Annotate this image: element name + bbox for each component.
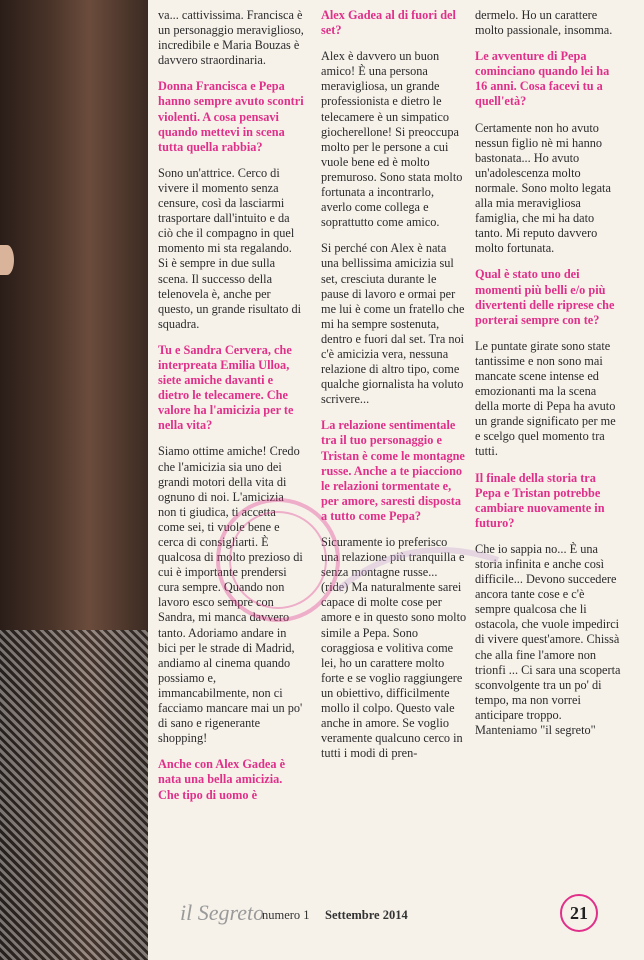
paragraph: va... cattivissima. Francisca è un personaggio meraviglioso, incredibile e Maria Bouzas è davvero straordinaria. (158, 8, 304, 68)
watermark-stamp (208, 470, 508, 650)
paragraph: dermelo. Ho un carattere molto passionale, insomma. (475, 8, 613, 38)
question: Il finale della storia tra Pepa e Tristan potrebbe cambiare nuovamente in futuro? (475, 470, 605, 530)
question: Alex Gadea al di fuori del set? (321, 8, 456, 38)
page-footer (180, 900, 640, 940)
answer: Che io sappia no... È una storia infinita e anche così difficile... Devono succedere ancora tante cose e c'è sempre qualcosa che li ostacola, che vuole impedirci di vivere quest'amore. Chissà che alla fine l'amore non trionfi ... Ci sara una scoperta sconvolgente tra un po' di tempo, ma non vorrei anticipare troppo. Manteniamo "il segreto" (475, 541, 621, 738)
question: Le avventure di Pepa cominciano quando lei ha 16 anni. Cosa facevi tu a quell'età? (475, 49, 610, 109)
answer: Sono un'attrice. Cerco di vivere il momento senza censure, così da lasciarmi trasportare dall'intuito e da ciò che il compagno in quel momento mi sta regalando. Si è sempre in due sulla scena. Il successo della telenovela è, anche per questo, un grande risultato di squadra. (158, 165, 302, 331)
portrait-photo (0, 0, 148, 960)
question: Tu e Sandra Cervera, che interpreata Emilia Ulloa, siete amiche davanti e dietro le telecamere. Che valore ha l'amicizia per te nella vita? (158, 342, 294, 433)
answer: Le puntate girate sono state tantissime e non sono mai mancate scene intense ed emozionanti ma la scena della morte di Pepa ha avuto un grande significato per me e scelgo quel momento tra tutti. (475, 338, 616, 459)
question: Anche con Alex Gadea è nata una bella amicizia. Che tipo di uomo è (158, 757, 286, 802)
column-2 (321, 8, 467, 772)
earring-detail (0, 245, 14, 275)
question: Donna Francisca e Pepa hanno sempre avuto scontri violenti. A cosa pensavi quando mettevi in scena tutta quella rabbia? (158, 79, 304, 154)
question: La relazione sentimentale tra il tuo personaggio e Tristan è come le montagne russe. Anche a te piacciono le relazioni tormentate e, per amore, saresti disposta a tutto come Pepa? (321, 418, 465, 523)
article-page (148, 0, 644, 960)
answer: Sicuramente io preferisco una relazione più tranquilla e senza montagne russe... (ride) Ma naturalmente sarei capace di molte cose per amore e in questo sono molto simile a Pepa. Sono coraggiosa e volitiva come lei, ho un carattere molto forte e se voglio raggiungere un obiettivo, difficilmente mollo il colpo. Questo vale anche in amore. Se voglio veramente qualcuno cerco in tutti i modi di pren- (321, 535, 467, 761)
magazine-logo: il Segreto (180, 900, 265, 925)
page-number: 21 (560, 894, 598, 932)
column-1 (158, 8, 304, 814)
question: Qual è stato uno dei momenti più belli e/o più divertenti delle riprese che porterai sempre con te? (475, 267, 615, 327)
answer: Alex è davvero un buon amico! È una persona meravigliosa, un grande professionista e dietro le telecamere è un simpatico giocherellone! Si preoccupa molto per le persone a cui vuole bene ed è molto premuroso. Sono stata molto fortunata a incontrarlo, averlo come collega e soprattutto come amico. (321, 49, 463, 230)
answer: Siamo ottime amiche! Credo che l'amicizia sia uno dei grandi motori della vita di ognuno di noi. L'amicizia non ti giudica, ti accetta come sei, ti vuole bene e cerca di consigliarti. È qualcosa di molto prezioso di cui è importante prendersi cura sempre. Quando non lavoro esco sempre con Sandra, mi manca davvero tanto. Adoriamo andare in bici per le strade di Madrid, andiamo al cinema quando possiamo e, immancabilmente, non ci facciamo mancare mai un po' di sano e rigenerante shopping! (158, 444, 303, 746)
issue-date: Settembre 2014 (325, 908, 408, 922)
answer: Certamente non ho avuto nessun figlio nè mi hanno bastonata... Ho avuto un'adolescenza molto normale. Sono molto legata alla mia meravigliosa famiglia, che mi ha dato tanto. Mi reputo davvero molto fortunata. (475, 120, 611, 256)
issue-number: numero 1 (262, 908, 310, 922)
answer: Si perché con Alex è nata una bellissima amicizia sul set, cresciuta durante le pause di lavoro e ormai per me lui è come un fratello che mi ha sempre sostenuta, dentro e fuori dal set. Tra noi c'è amicizia vera, nessuna relazione di altro tipo, come qualche giornalista ha voluto scrivere... (321, 241, 465, 407)
